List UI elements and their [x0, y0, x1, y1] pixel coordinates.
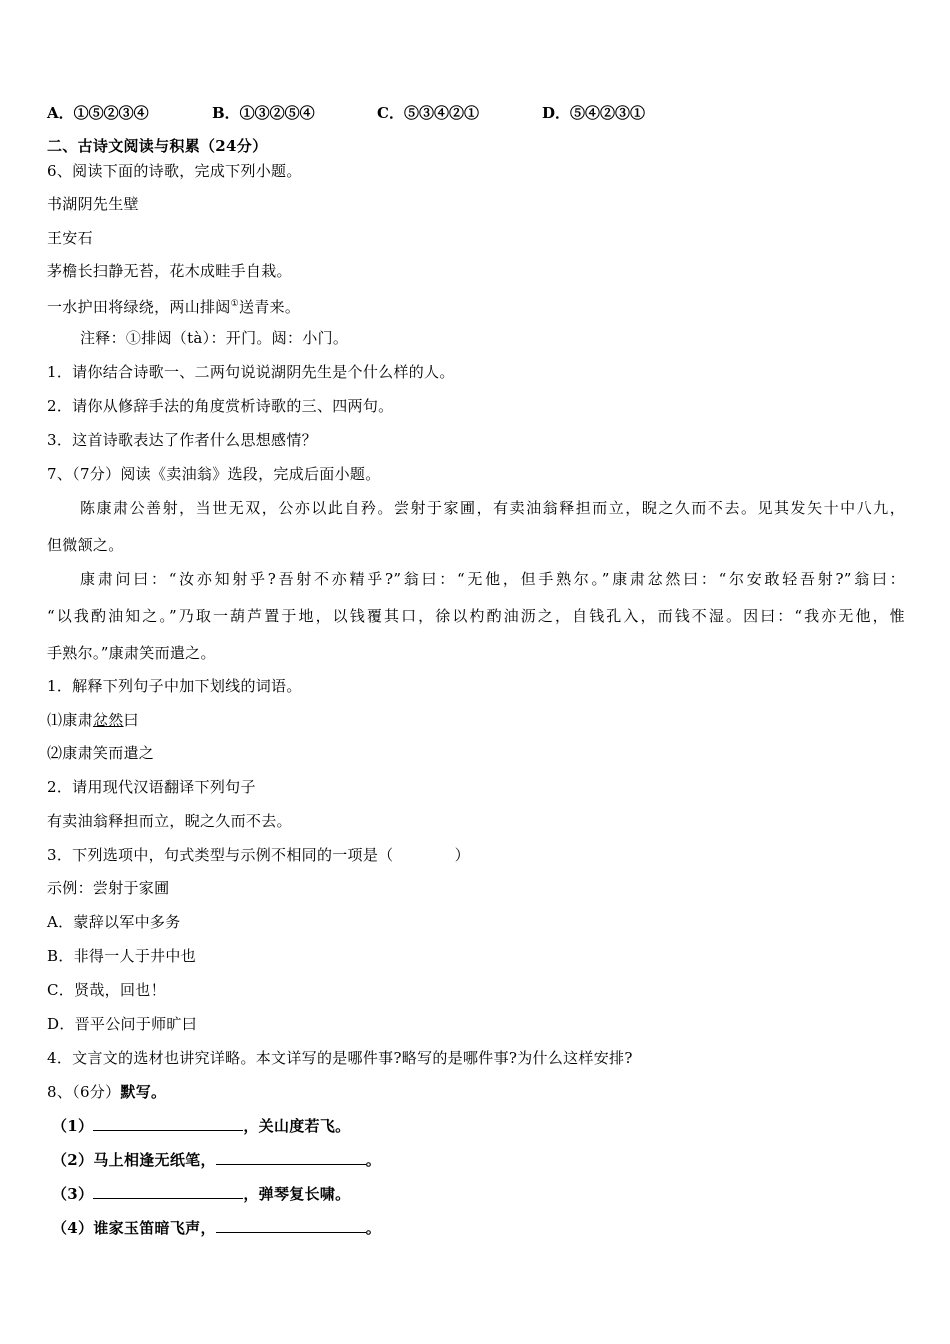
section-title: 二、古诗文阅读与积累（24分）	[47, 137, 268, 155]
q5-option-d: D．⑤④②③①	[542, 104, 646, 122]
q6-sub-1: 1．请你结合诗歌一、二两句说说湖阴先生是个什么样的人。	[47, 363, 455, 381]
answer-blank-1[interactable]	[93, 1116, 243, 1131]
q5-option-b: B．①③②⑤④	[212, 104, 315, 122]
passage-p2-line-2: “以我酌油知之。”乃取一葫芦置于地，以钱覆其口，徐以杓酌油沥之，自钱孔入，而钱不湿。因曰：“我亦无他，惟	[47, 607, 905, 625]
answer-blank-3[interactable]	[93, 1184, 243, 1199]
q7-option-b: B．非得一人于井中也	[47, 947, 197, 965]
answer-blank-4[interactable]	[216, 1218, 366, 1233]
fill-item-2-num: （2）	[52, 1151, 94, 1169]
fill-item-3-num: （3）	[52, 1185, 94, 1203]
poem-author: 王安石	[47, 229, 93, 247]
fill-item-1-num: （1）	[52, 1117, 94, 1135]
passage-p1-line-2: 但微颔之。	[47, 536, 124, 554]
poem-note: 注释：①排闼（tà）：开门。闼：小门。	[80, 329, 349, 347]
q7-sub-1-item-1	[47, 710, 139, 730]
fill-item-1	[52, 1116, 350, 1136]
q5-option-a: A．①⑤②③④	[47, 104, 149, 122]
q7-sub-3: 3．下列选项中，句式类型与示例不相同的一项是（ ）	[47, 846, 470, 864]
q7-option-c: C．贤哉，回也！	[47, 981, 166, 999]
fill-item-4-text: 谁家玉笛暗飞声，	[93, 1219, 216, 1237]
answer-blank-2[interactable]	[216, 1150, 366, 1165]
fill-item-2-text: 马上相逢无纸笔，	[93, 1151, 216, 1169]
q8-intro	[47, 1082, 166, 1102]
poem-line-2-a: 一水护田将绿绕，两山排闼	[47, 298, 231, 316]
poem-line-2-b: 送青来。	[238, 298, 301, 316]
q6-sub-3: 3．这首诗歌表达了作者什么思想感情？	[47, 431, 317, 449]
fill-item-2-end: 。	[365, 1151, 382, 1169]
footnote-mark: ①	[230, 299, 239, 309]
fill-item-3	[52, 1184, 350, 1204]
fill-item-1-text: ，关山度若飞。	[243, 1117, 351, 1135]
fill-item-4-num: （4）	[52, 1219, 94, 1237]
poem-line-2	[47, 294, 300, 317]
q6-intro: 6、阅读下面的诗歌，完成下列小题。	[47, 162, 302, 180]
q7-option-a: A．蒙辞以军中多务	[47, 913, 181, 931]
q7-sub-1-item-1-b: 曰	[123, 711, 139, 729]
passage-p1-line-1: 陈康肃公善射，当世无双，公亦以此自矜。尝射于家圃，有卖油翁释担而立，睨之久而不去。见其发矢十中八九，	[80, 499, 905, 517]
fill-item-4-end: 。	[365, 1219, 382, 1237]
q7-option-d: D．晋平公问于师旷曰	[47, 1015, 198, 1033]
q6-sub-2: 2．请你从修辞手法的角度赏析诗歌的三、四两句。	[47, 397, 394, 415]
q8-intro-a: 8、（6分）	[47, 1083, 121, 1101]
q5-option-c: C．⑤③④②①	[377, 104, 479, 122]
poem-line-1: 茅檐长扫静无苔，花木成畦手自栽。	[47, 262, 292, 280]
underlined-word: 忿然	[92, 711, 124, 729]
q7-sub-1: 1．解释下列句子中加下划线的词语。	[47, 677, 302, 695]
passage-p2-line-3: 手熟尔。”康肃笑而遣之。	[47, 644, 216, 662]
fill-item-3-text: ，弹琴复长啸。	[243, 1185, 351, 1203]
fill-item-2	[52, 1150, 381, 1170]
passage-p2-line-1: 康肃问曰：“汝亦知射乎?吾射不亦精乎?”翁曰：“无他，但手熟尔。”康肃忿然曰：“尔安敢轻吾射?”翁曰：	[80, 570, 905, 588]
q7-sub-1-item-2: ⑵康肃笑而遣之	[47, 744, 155, 762]
q7-sub-2-text: 有卖油翁释担而立，睨之久而不去。	[47, 812, 292, 830]
q7-intro: 7、（7分）阅读《卖油翁》选段，完成后面小题。	[47, 465, 381, 483]
q7-sub-4: 4．文言文的选材也讲究详略。本文详写的是哪件事?略写的是哪件事?为什么这样安排?	[47, 1049, 633, 1067]
q7-sub-2: 2．请用现代汉语翻译下列句子	[47, 778, 256, 796]
q7-sub-3-example: 示例：尝射于家圃	[47, 879, 170, 897]
poem-title: 书湖阴先生壁	[47, 195, 139, 213]
q8-intro-b: 默写。	[120, 1083, 167, 1101]
q7-sub-1-item-1-a: ⑴康肃	[47, 711, 93, 729]
fill-item-4	[52, 1218, 381, 1238]
